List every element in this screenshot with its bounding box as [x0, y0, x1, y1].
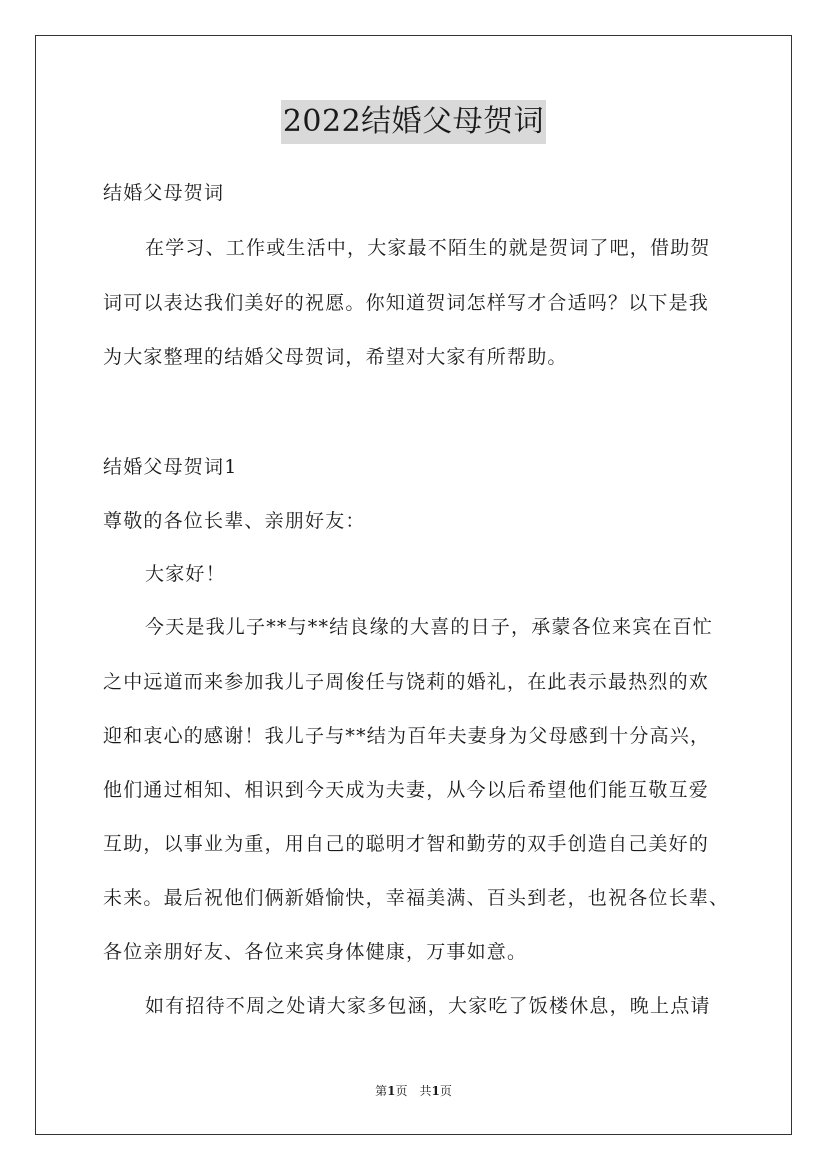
page-prefix: 第: [375, 1084, 388, 1098]
salutation: 尊敬的各位长辈、亲朋好友：: [103, 510, 366, 532]
page-mid: 页 共: [395, 1084, 432, 1098]
page-current: 1: [387, 1084, 396, 1098]
closing-line: 如有招待不周之处请大家多包涵，大家吃了饭楼休息，晚上点请: [145, 995, 711, 1017]
body-line-2: 之中远道而来参加我儿子周俊任与饶莉的婚礼，在此表示最热烈的欢: [103, 671, 710, 693]
body-line-1: 今天是我儿子**与**结良缘的大喜的日子，承蒙各位来宾在百忙: [145, 616, 714, 638]
body-line-4: 他们通过相知、相识到今天成为夫妻，从今以后希望他们能互敬互爱: [103, 779, 710, 801]
body-line-5: 互助，以事业为重，用自己的聪明才智和勤劳的双手创造自己美好的: [103, 833, 710, 855]
greeting: 大家好！: [145, 563, 226, 585]
body-line-6: 未来。最后祝他们俩新婚愉快，幸福美满、百头到老，也祝各位长辈、: [103, 887, 730, 909]
subtitle: 结婚父母贺词: [103, 182, 225, 204]
section-heading: 结婚父母贺词1: [103, 456, 238, 478]
page-total: 1: [431, 1084, 440, 1098]
intro-line-2: 词可以表达我们美好的祝愿。你知道贺词怎样写才合适吗？以下是我: [103, 292, 710, 314]
body-line-7: 各位亲朋好友、各位来宾身体健康，万事如意。: [103, 941, 528, 963]
page-footer: [0, 1082, 827, 1100]
page-suffix: 页: [439, 1084, 452, 1098]
intro-line-1: 在学习、工作或生活中，大家最不陌生的就是贺词了吧，借助贺: [145, 237, 711, 259]
intro-line-3: 为大家整理的结婚父母贺词，希望对大家有所帮助。: [103, 346, 568, 368]
title-container: [0, 100, 827, 144]
document-title: 2022结婚父母贺词: [281, 100, 546, 144]
body-line-3: 迎和衷心的感谢！我儿子与**结为百年夫妻身为父母感到十分高兴，: [103, 725, 711, 747]
